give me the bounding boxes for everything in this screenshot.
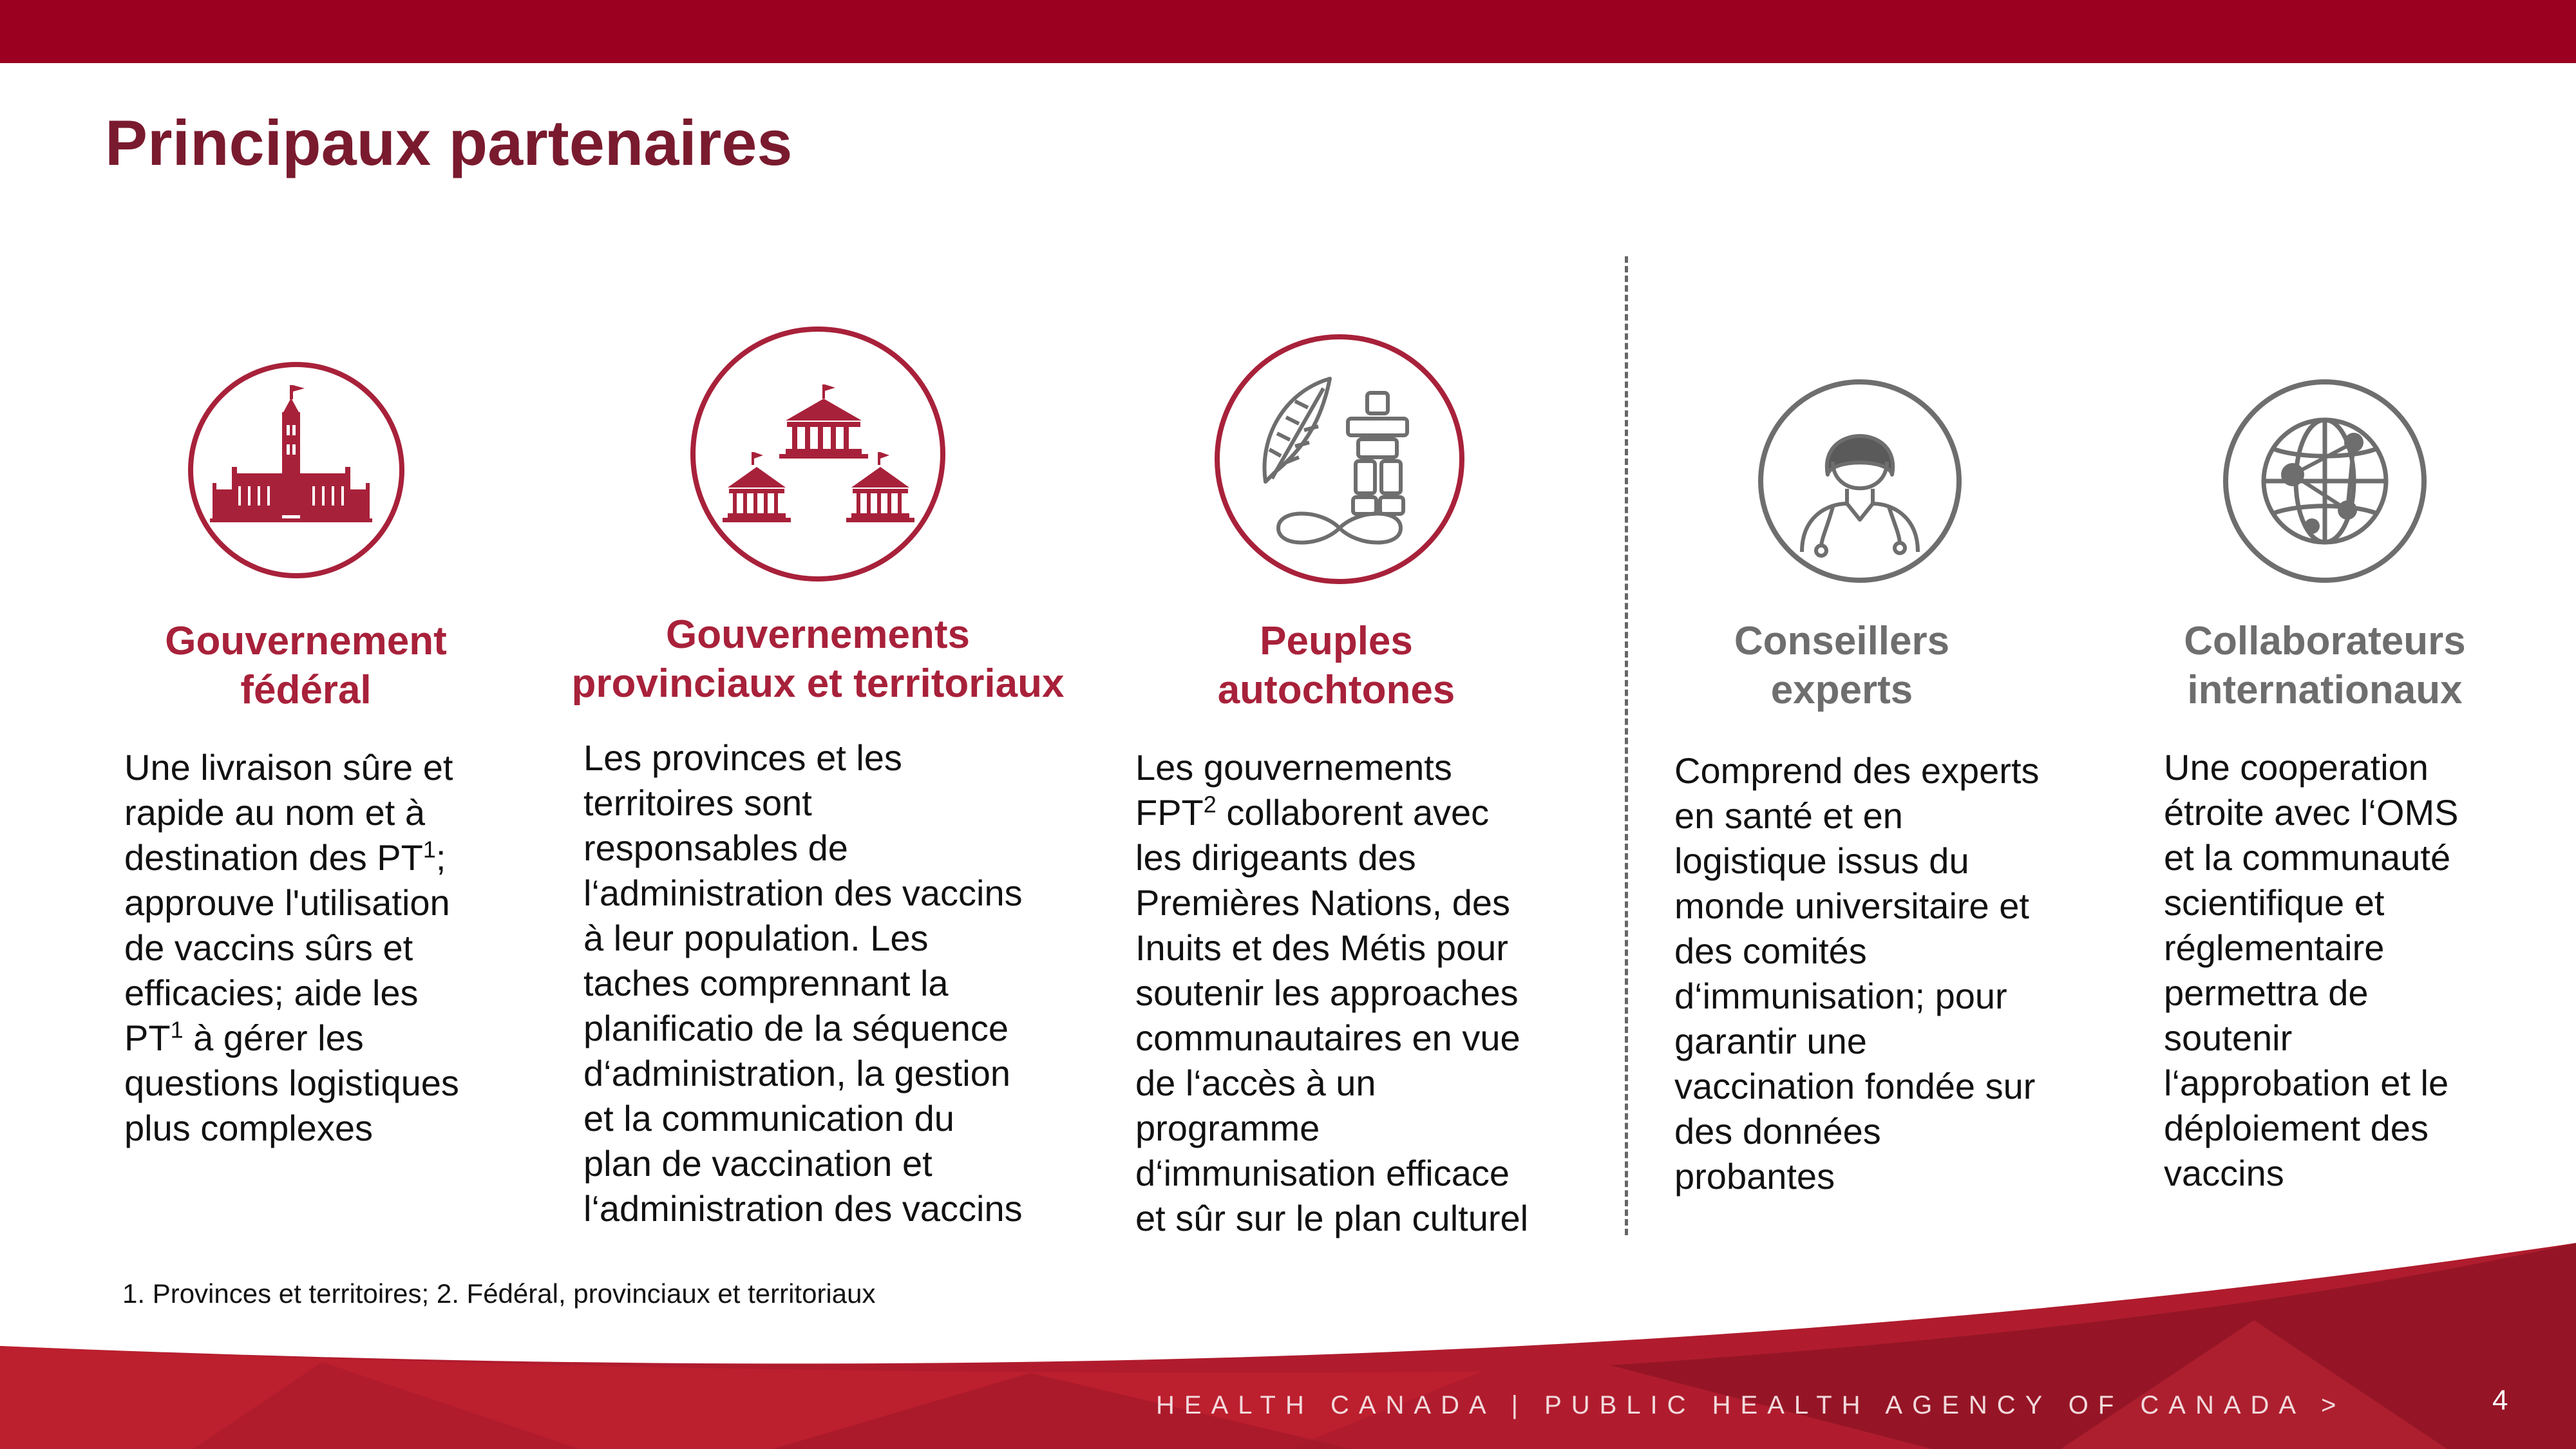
column-title-indigenous: Peuples autochtones	[1217, 619, 1455, 712]
column-text-experts: Comprend des experts en santé et en logistique issus du monde universitaire et des comités d‘immunisation; pour garantir une vaccination fondée sur des données probantes	[1674, 750, 2040, 1197]
globe-network-icon	[2222, 378, 2428, 584]
indigenous-symbols-icon	[1214, 334, 1465, 585]
medical-expert-icon	[1757, 378, 1963, 584]
provincial-buildings-icon	[689, 325, 947, 583]
column-text-provincial: Les provinces et les territoires sont responsables de l‘administration des vaccins à leur population. Les taches comprennant la planificatio de la séquence d‘administration, la gestion et la communication du plan de vaccination et l‘administration des vaccins	[583, 737, 1023, 1229]
column-text-indigenous: Les gouvernements FPT$^2$ collaborent avec les dirigeants des Premières Nations, des Inuits et des Métis pour soutenir les approaches communautaires en vue de l‘accès à un programme d‘immunisation efficace et sûr sur le plan culturel	[1135, 747, 1529, 1238]
column-text-international: Une cooperation étroite avec l‘OMS et la communauté scientifique et réglementaire permettra de soutenir l‘approbation et le déploiement des vaccins	[2164, 747, 2459, 1193]
page-number: 4	[2492, 1385, 2508, 1416]
column-title-federal: Gouvernement fédéral	[165, 619, 447, 712]
section-divider	[1625, 256, 1628, 1235]
column-title-international: Collaborateurs internationaux	[2184, 619, 2466, 712]
column-title-experts: Conseillers experts	[1734, 619, 1950, 712]
footnote: 1. Provinces et territoires; 2. Fédéral, provinciaux et territoriaux	[122, 1278, 876, 1309]
top-banner	[0, 0, 2576, 63]
agency-footer-text: HEALTH CANADA | PUBLIC HEALTH AGENCY OF CANADA >	[1156, 1391, 2346, 1419]
column-text-federal: Une livraison sûre et rapide au nom et à destination des $PT^1$; approuve l'utilisation de vaccins sûrs et efficacies; aide les $PT^1$ à gérer les questions logistiques plus complexes	[124, 747, 459, 1148]
page-title: Principaux partenaires	[105, 107, 793, 178]
column-title-provincial: Gouvernements provinciaux et territoriaux	[571, 612, 1065, 706]
parliament-icon	[187, 361, 406, 580]
